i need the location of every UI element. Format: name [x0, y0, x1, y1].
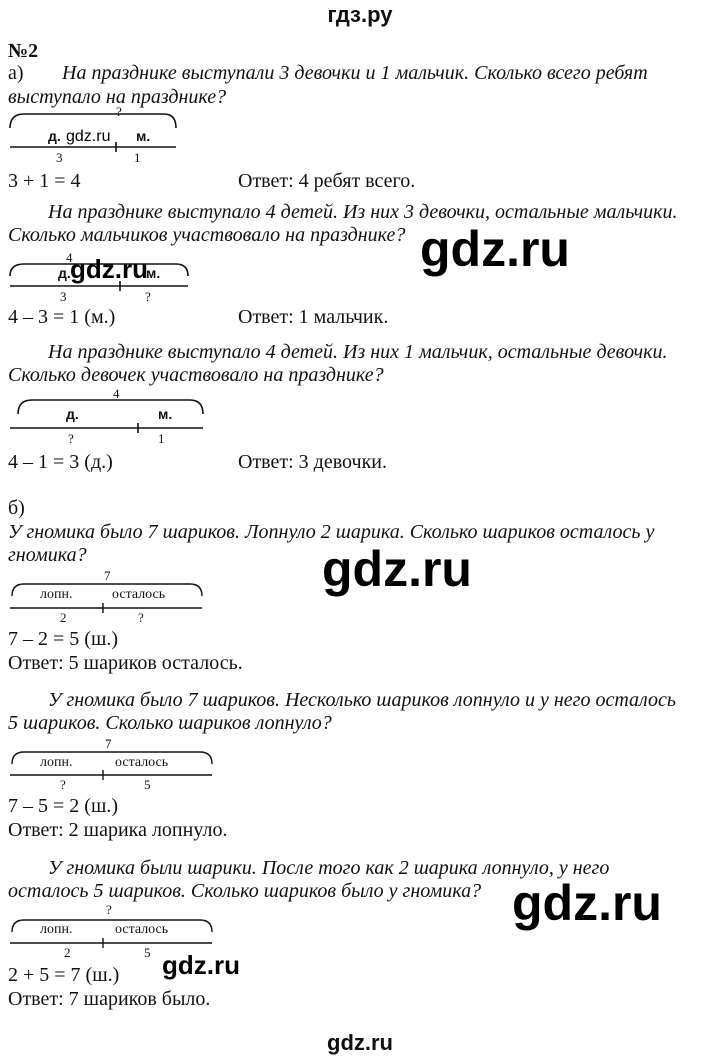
segment-diagram-a3 — [10, 400, 203, 433]
diagram-bottom-left: 2 — [64, 945, 71, 960]
diagram-bottom-left: ? — [60, 777, 66, 792]
diagram-bottom-left: 2 — [60, 610, 67, 625]
diagram-left-label: д. — [48, 128, 61, 144]
diagram-bottom-left: 3 — [56, 150, 63, 165]
diagram-top-label: ? — [116, 104, 122, 119]
watermark-big: gdz.ru — [322, 541, 472, 597]
diagram-top-label: 7 — [105, 736, 112, 751]
problem-text: У гномика были шарики. После того как 2 шарика лопнуло, у него — [48, 857, 610, 879]
problem-text: У гномика было 7 шариков. Несколько шариков лопнуло и у него осталось — [48, 689, 676, 711]
diagram-top-label: 7 — [104, 568, 111, 583]
diagram-bottom-right: 1 — [158, 431, 165, 446]
diagram-right-label: м. — [158, 406, 173, 422]
diagram-bottom-left: ? — [68, 431, 74, 446]
answer: Ответ: 7 шариков было. — [8, 988, 211, 1010]
watermark-small: gdz.ru — [66, 128, 111, 145]
problem-text: На празднике выступали 3 девочки и 1 мальчик. Сколько всего ребят — [62, 62, 648, 84]
equation: 7 – 5 = 2 (ш.) — [8, 795, 118, 817]
answer: Ответ: 4 ребят всего. — [238, 170, 416, 192]
answer: Ответ: 5 шариков осталось. — [8, 652, 243, 674]
watermark-big: gdz.ru — [420, 221, 570, 277]
diagram-left-label: д. — [58, 265, 71, 281]
problem-text: 5 шариков. Сколько шариков лопнуло? — [8, 712, 332, 734]
task-number: №2 — [8, 40, 39, 62]
diagram-right-label: осталось — [112, 587, 166, 602]
problem-text: На празднике выступало 4 детей. Из них 3 девочки, остальные мальчики. — [48, 201, 678, 223]
problem-text: осталось 5 шариков. Сколько шариков было у гномика? — [8, 880, 482, 902]
diagram-bottom-right: ? — [138, 610, 144, 625]
site-header: гдз.ру — [327, 2, 393, 27]
problem-text: Сколько мальчиков участвовало на празднике? — [8, 224, 406, 246]
diagram-left-label: лопн. — [40, 922, 73, 937]
problem-text: На празднике выступало 4 детей. Из них 1 мальчик, остальные девочки. — [48, 341, 668, 363]
diagram-bottom-left: 3 — [60, 289, 67, 304]
equation: 3 + 1 = 4 — [8, 170, 81, 192]
equation: 7 – 2 = 5 (ш.) — [8, 628, 118, 650]
diagram-bottom-right: 5 — [144, 777, 151, 792]
answer: Ответ: 2 шарика лопнуло. — [8, 819, 228, 841]
watermark-big: gdz.ru — [512, 875, 662, 931]
diagram-left-label: лопн. — [40, 587, 73, 602]
problem-text: У гномика было 7 шариков. Лопнуло 2 шарика. Сколько шариков осталось у — [8, 521, 655, 543]
part-a-label: а) — [8, 62, 24, 84]
diagram-top-label: ? — [106, 902, 112, 917]
diagram-right-label: осталось — [115, 755, 169, 770]
watermark-small: gdz.ru — [162, 950, 240, 980]
diagram-top-label: 4 — [66, 250, 73, 265]
diagram-left-label: лопн. — [40, 755, 73, 770]
problem-text: Сколько девочек участвовало на празднике? — [8, 364, 384, 386]
watermark-small: gdz.ru — [70, 254, 148, 284]
equation: 2 + 5 = 7 (ш.) — [8, 964, 120, 986]
problem-text: выступало на празднике? — [8, 86, 227, 108]
answer: Ответ: 3 девочки. — [238, 451, 388, 473]
diagram-left-label: д. — [66, 406, 79, 422]
diagram-right-label: м. — [136, 128, 151, 144]
segment-diagram-b1 — [10, 584, 202, 613]
equation: 4 – 1 = 3 (д.) — [8, 451, 113, 473]
answer: Ответ: 1 мальчик. — [238, 306, 389, 328]
diagram-bottom-right: 1 — [134, 150, 141, 165]
equation: 4 – 3 = 1 (м.) — [8, 306, 116, 328]
part-b-label: б) — [8, 497, 25, 519]
diagram-top-label: 4 — [113, 386, 120, 401]
diagram-right-label: м. — [146, 265, 161, 281]
site-footer: gdz.ru — [327, 1030, 393, 1055]
problem-text: гномика? — [8, 544, 87, 566]
diagram-bottom-right: 5 — [144, 945, 151, 960]
diagram-right-label: осталось — [115, 922, 169, 937]
diagram-bottom-right: ? — [145, 289, 151, 304]
